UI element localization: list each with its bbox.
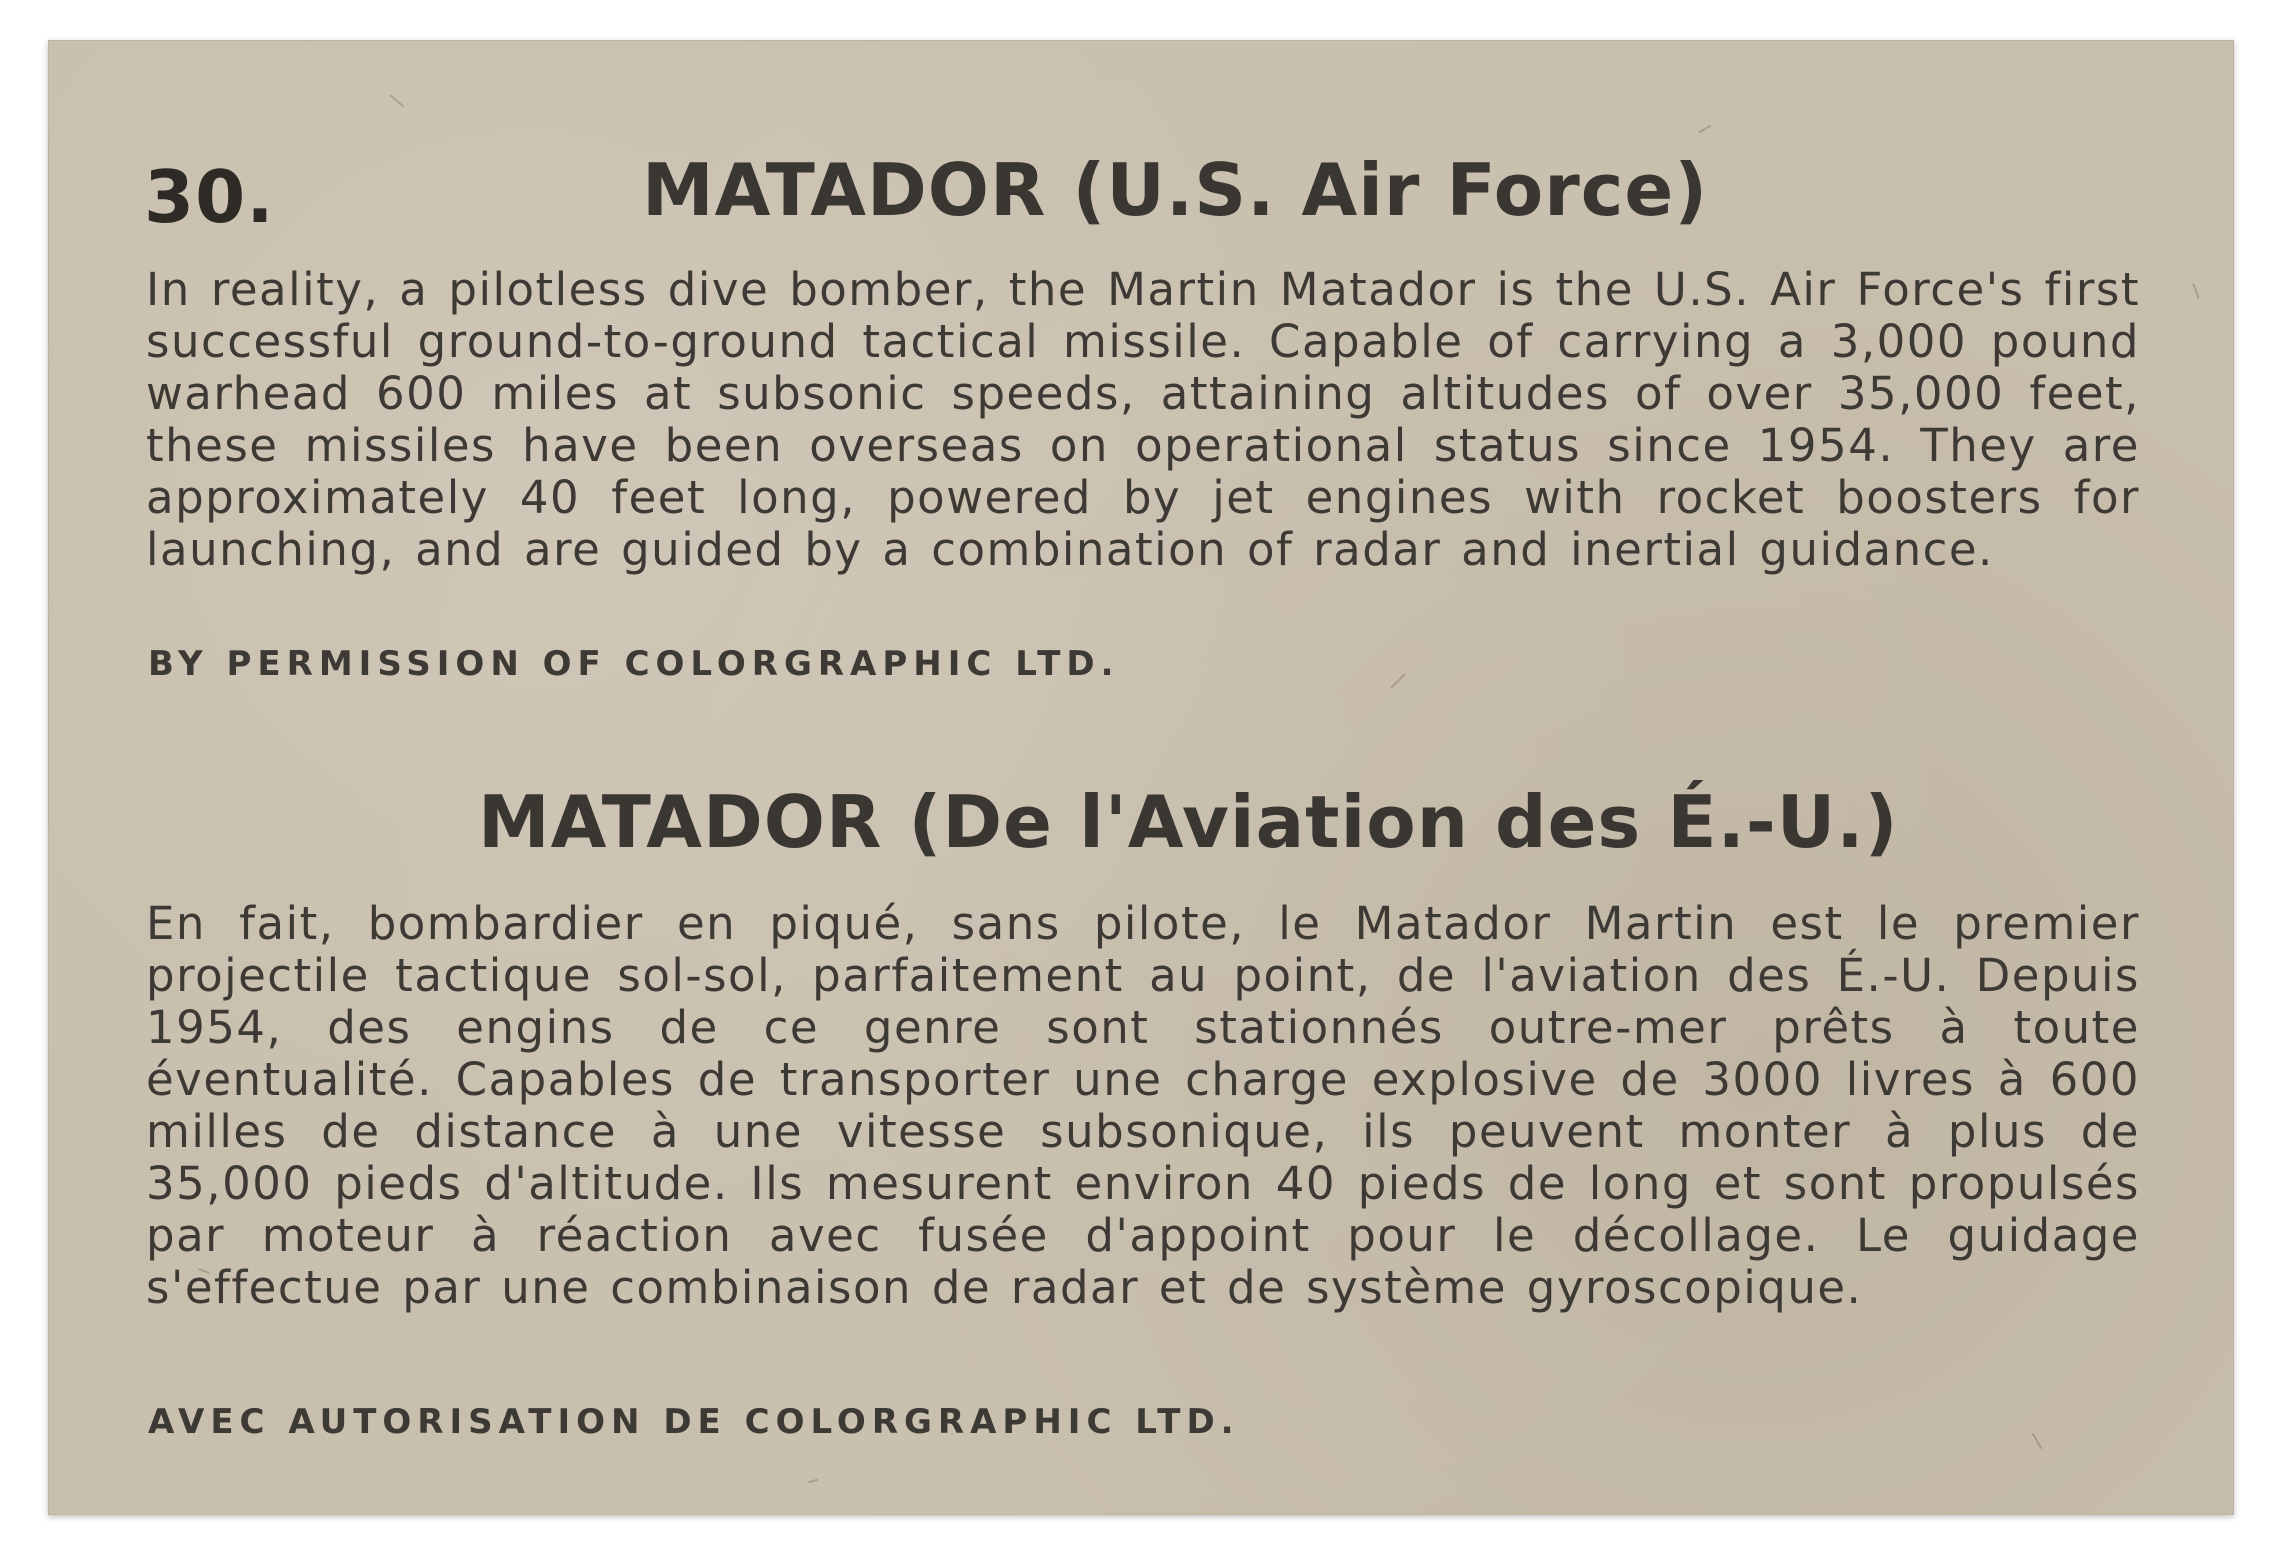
- paper-fiber: [1698, 125, 1711, 134]
- card-number: 30.: [144, 155, 275, 239]
- paper-fiber: [808, 1479, 818, 1484]
- paper-fiber: [1390, 673, 1406, 689]
- english-title: MATADOR (U.S. Air Force): [642, 148, 1709, 232]
- french-title: MATADOR (De l'Aviation des É.-U.): [478, 780, 1899, 864]
- paper-fiber: [2032, 1433, 2043, 1450]
- french-credit: AVEC AUTORISATION DE COLORGRAPHIC LTD.: [148, 1402, 1240, 1442]
- paper-fiber: [389, 94, 404, 107]
- english-description: In reality, a pilotless dive bomber, the Martin Matador is the U.S. Air Force's first successful ground-to-ground tactical missile. Capable of carrying a 3,000 pound warhead 600 miles at subsonic speeds, attaining altitudes of over 35,000 feet, these missiles have been overseas on operational status since 1954. They are approximately 40 feet long, powered by jet engines with rocket boosters for launching, and are guided by a combination of radar and inertial guidance.: [146, 263, 2140, 576]
- english-credit: BY PERMISSION OF COLORGRAPHIC LTD.: [148, 644, 1120, 684]
- paper-fiber: [2192, 283, 2199, 299]
- trading-card-back: [48, 40, 2234, 1515]
- french-description: En fait, bombardier en piqué, sans pilote, le Matador Martin est le premier projectile tactique sol-sol, parfaitement au point, de l'aviation des É.-U. Depuis 1954, des engins de ce genre sont stationnés outre-mer prêts à toute éventualité. Capables de transporter une charge explosive de 3000 livres à 600 milles de distance à une vitesse subsonique, ils peuvent monter à plus de 35,000 pieds d'altitude. Ils mesurent environ 40 pieds de long et sont propulsés par moteur à réaction avec fusée d'appoint pour le décollage. Le guidage s'effectue par une combinaison de radar et de système gyroscopique.: [146, 897, 2140, 1314]
